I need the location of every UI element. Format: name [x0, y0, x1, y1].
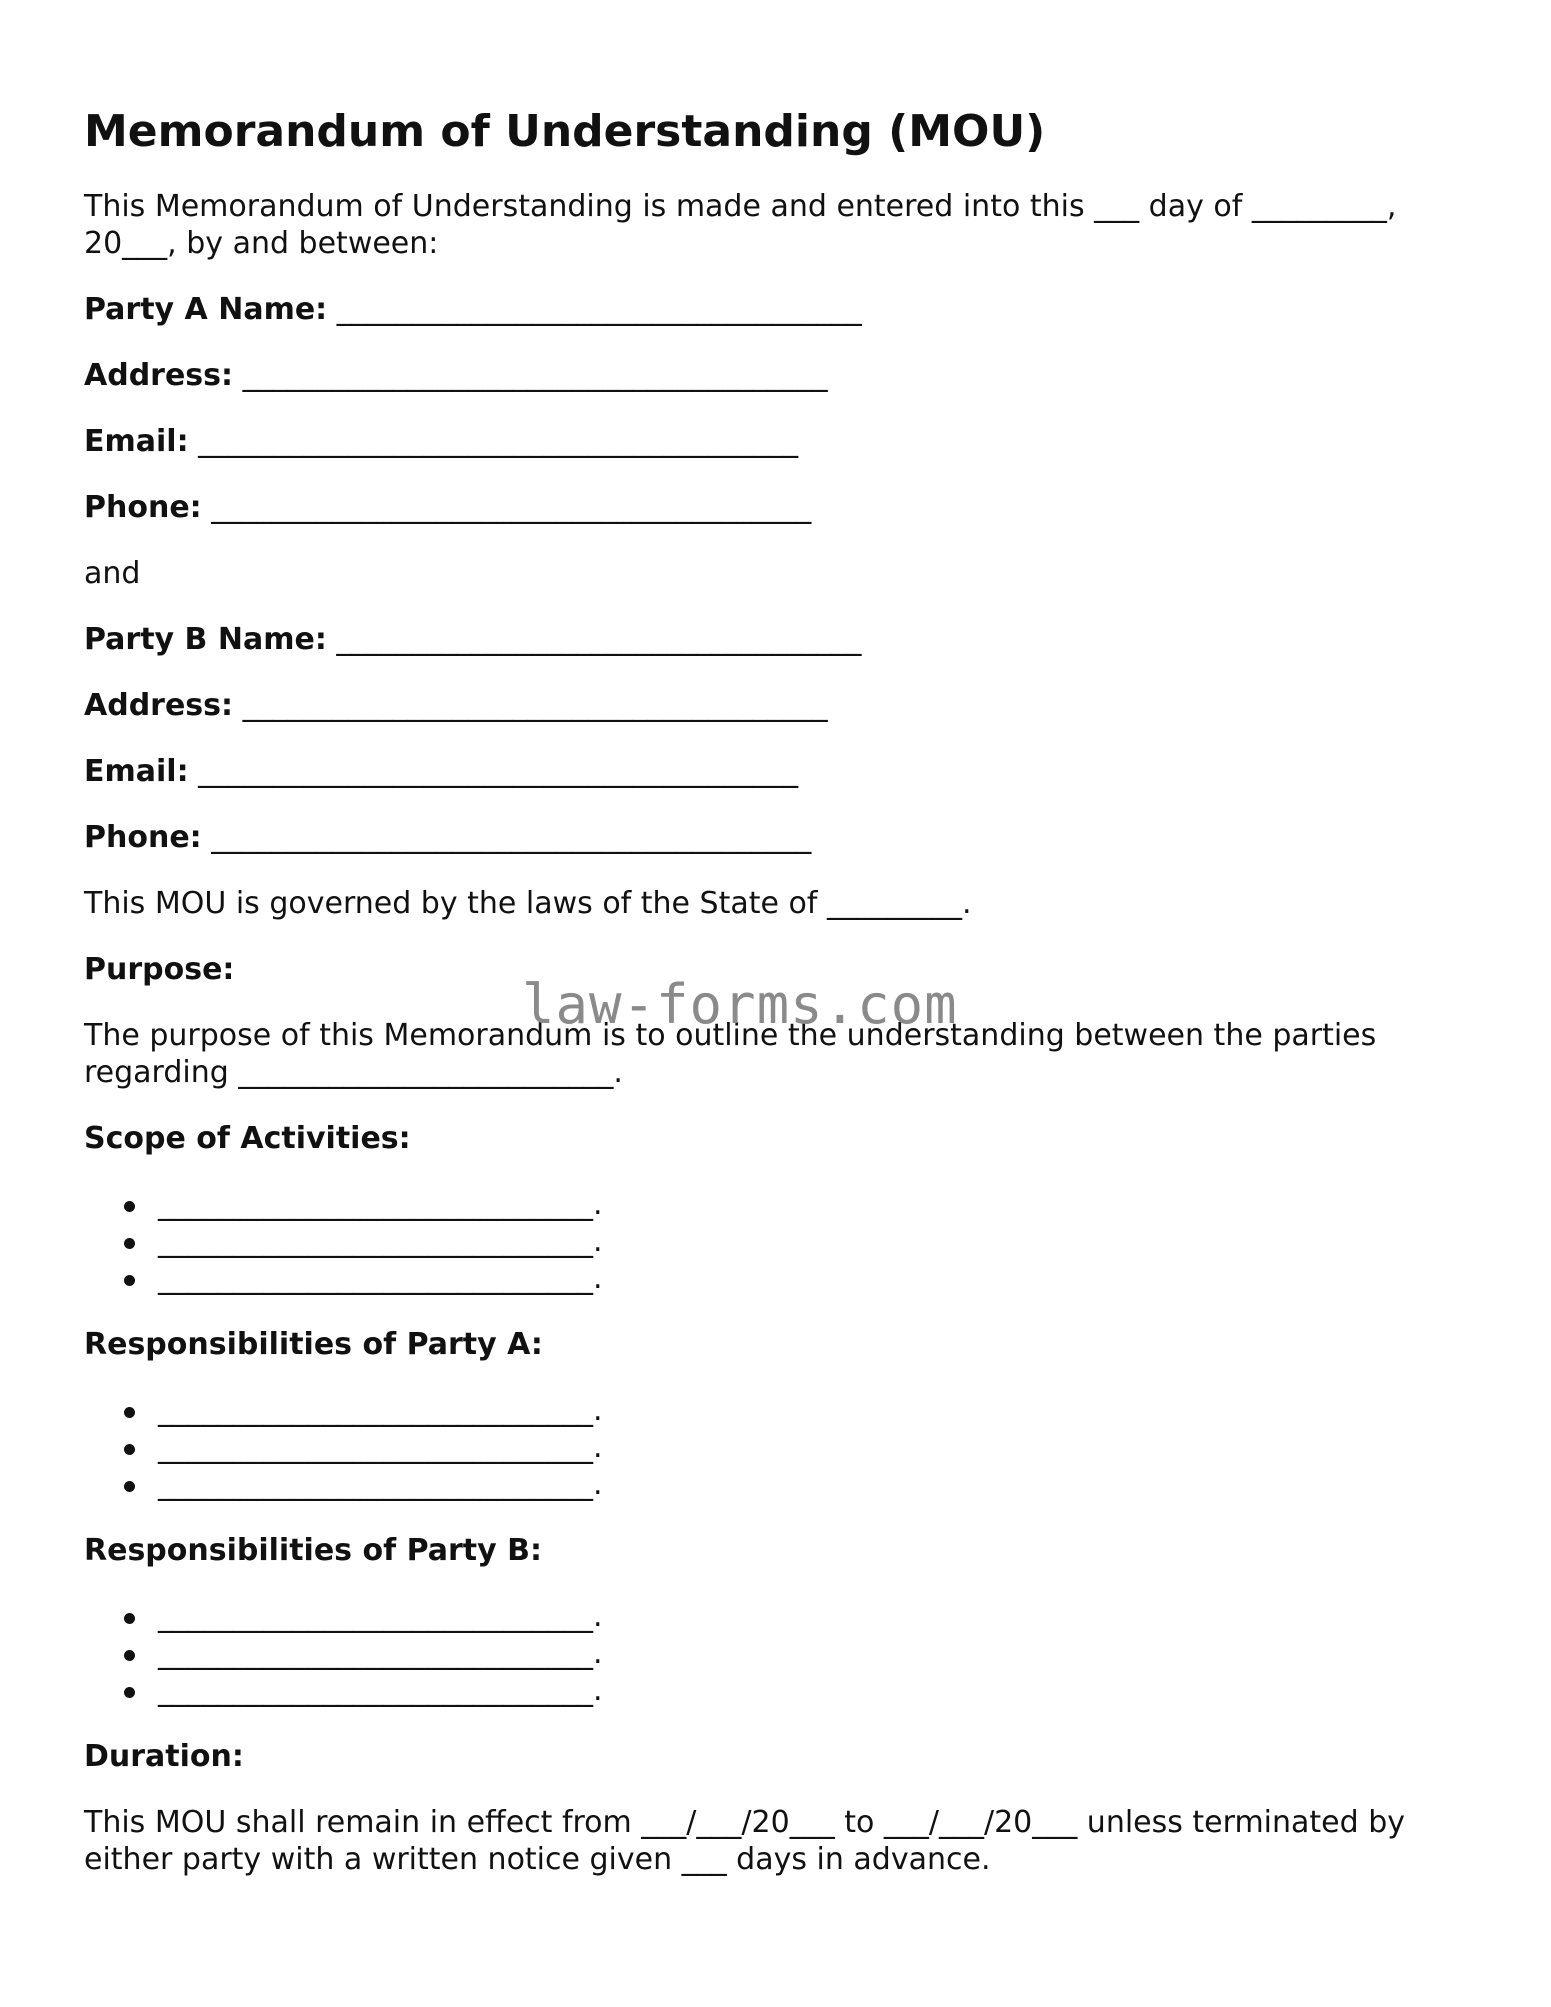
bullet-icon	[124, 1613, 135, 1624]
party-a-address-label: Address:	[84, 358, 234, 393]
intro-paragraph	[84, 188, 1464, 262]
responsibilities-b-heading: Responsibilities of Party B:	[84, 1533, 543, 1568]
bullet-icon	[124, 1201, 135, 1212]
duration-paragraph	[84, 1804, 1464, 1878]
bullet-icon	[124, 1481, 135, 1492]
responsibilities-a-heading: Responsibilities of Party A:	[84, 1327, 543, 1362]
bullet-icon	[124, 1407, 135, 1418]
party-a-email-label: Email:	[84, 424, 189, 459]
party-b-name-blank[interactable]: ___________________________________	[326, 622, 862, 657]
party-b-name-field[interactable]	[84, 621, 1464, 658]
list-item[interactable]: _____________________________.	[158, 1672, 1464, 1709]
bullet-icon	[124, 1238, 135, 1249]
party-b-email-field[interactable]	[84, 753, 1464, 790]
party-a-name-field[interactable]	[84, 291, 1464, 328]
party-a-name-label: Party A Name:	[84, 292, 328, 327]
list-item[interactable]: _____________________________.	[158, 1223, 1464, 1260]
party-b-address-field[interactable]	[84, 687, 1464, 724]
purpose-line-2: regarding _________________________.	[84, 1055, 623, 1090]
bullet-icon	[124, 1275, 135, 1286]
party-a-address-field[interactable]	[84, 357, 1464, 394]
party-a-address-blank[interactable]: _______________________________________	[233, 358, 828, 393]
scope-list	[84, 1186, 1464, 1297]
party-b-email-label: Email:	[84, 754, 189, 789]
party-b-email-blank[interactable]: ________________________________________	[188, 754, 799, 789]
duration-line-2: either party with a written notice given ___ days in advance.	[84, 1842, 991, 1877]
document-title: Memorandum of Understanding (MOU)	[84, 106, 1046, 157]
scope-heading: Scope of Activities:	[84, 1121, 411, 1156]
responsibilities-b-list	[84, 1598, 1464, 1709]
list-item[interactable]: _____________________________.	[158, 1260, 1464, 1297]
list-item[interactable]: _____________________________.	[158, 1392, 1464, 1429]
list-item[interactable]: _____________________________.	[158, 1598, 1464, 1635]
governing-law-text: This MOU is governed by the laws of the State of _________.	[84, 886, 972, 921]
responsibilities-a-list	[84, 1392, 1464, 1503]
and-text: and	[84, 556, 141, 591]
intro-line-2: 20___, by and between:	[84, 226, 439, 261]
list-item[interactable]: _____________________________.	[158, 1186, 1464, 1223]
party-b-address-label: Address:	[84, 688, 234, 723]
list-item[interactable]: _____________________________.	[158, 1466, 1464, 1503]
purpose-line-1: The purpose of this Memorandum is to outline the understanding between the parties	[84, 1018, 1377, 1053]
bullet-icon	[124, 1687, 135, 1698]
party-b-phone-blank[interactable]: ________________________________________	[201, 820, 812, 855]
bullet-icon	[124, 1444, 135, 1455]
party-a-phone-field[interactable]	[84, 489, 1464, 526]
party-a-phone-blank[interactable]: ________________________________________	[201, 490, 812, 525]
duration-line-1: This MOU shall remain in effect from ___/___/20___ to ___/___/20___ unless terminated by	[84, 1805, 1405, 1840]
list-item[interactable]: _____________________________.	[158, 1635, 1464, 1672]
party-a-name-blank[interactable]: ___________________________________	[327, 292, 862, 327]
watermark: law-forms.com	[522, 973, 958, 1036]
intro-line-1: This Memorandum of Understanding is made and entered into this ___ day of _________,	[84, 189, 1397, 224]
purpose-heading: Purpose:	[84, 952, 235, 987]
party-a-phone-label: Phone:	[84, 490, 202, 525]
list-item[interactable]: _____________________________.	[158, 1429, 1464, 1466]
party-a-email-field[interactable]	[84, 423, 1464, 460]
party-b-phone-field[interactable]	[84, 819, 1464, 856]
bullet-icon	[124, 1650, 135, 1661]
party-b-phone-label: Phone:	[84, 820, 202, 855]
party-b-name-label: Party B Name:	[84, 622, 327, 657]
party-b-address-blank[interactable]: _______________________________________	[233, 688, 828, 723]
duration-heading: Duration:	[84, 1739, 244, 1774]
party-a-email-blank[interactable]: ________________________________________	[188, 424, 799, 459]
